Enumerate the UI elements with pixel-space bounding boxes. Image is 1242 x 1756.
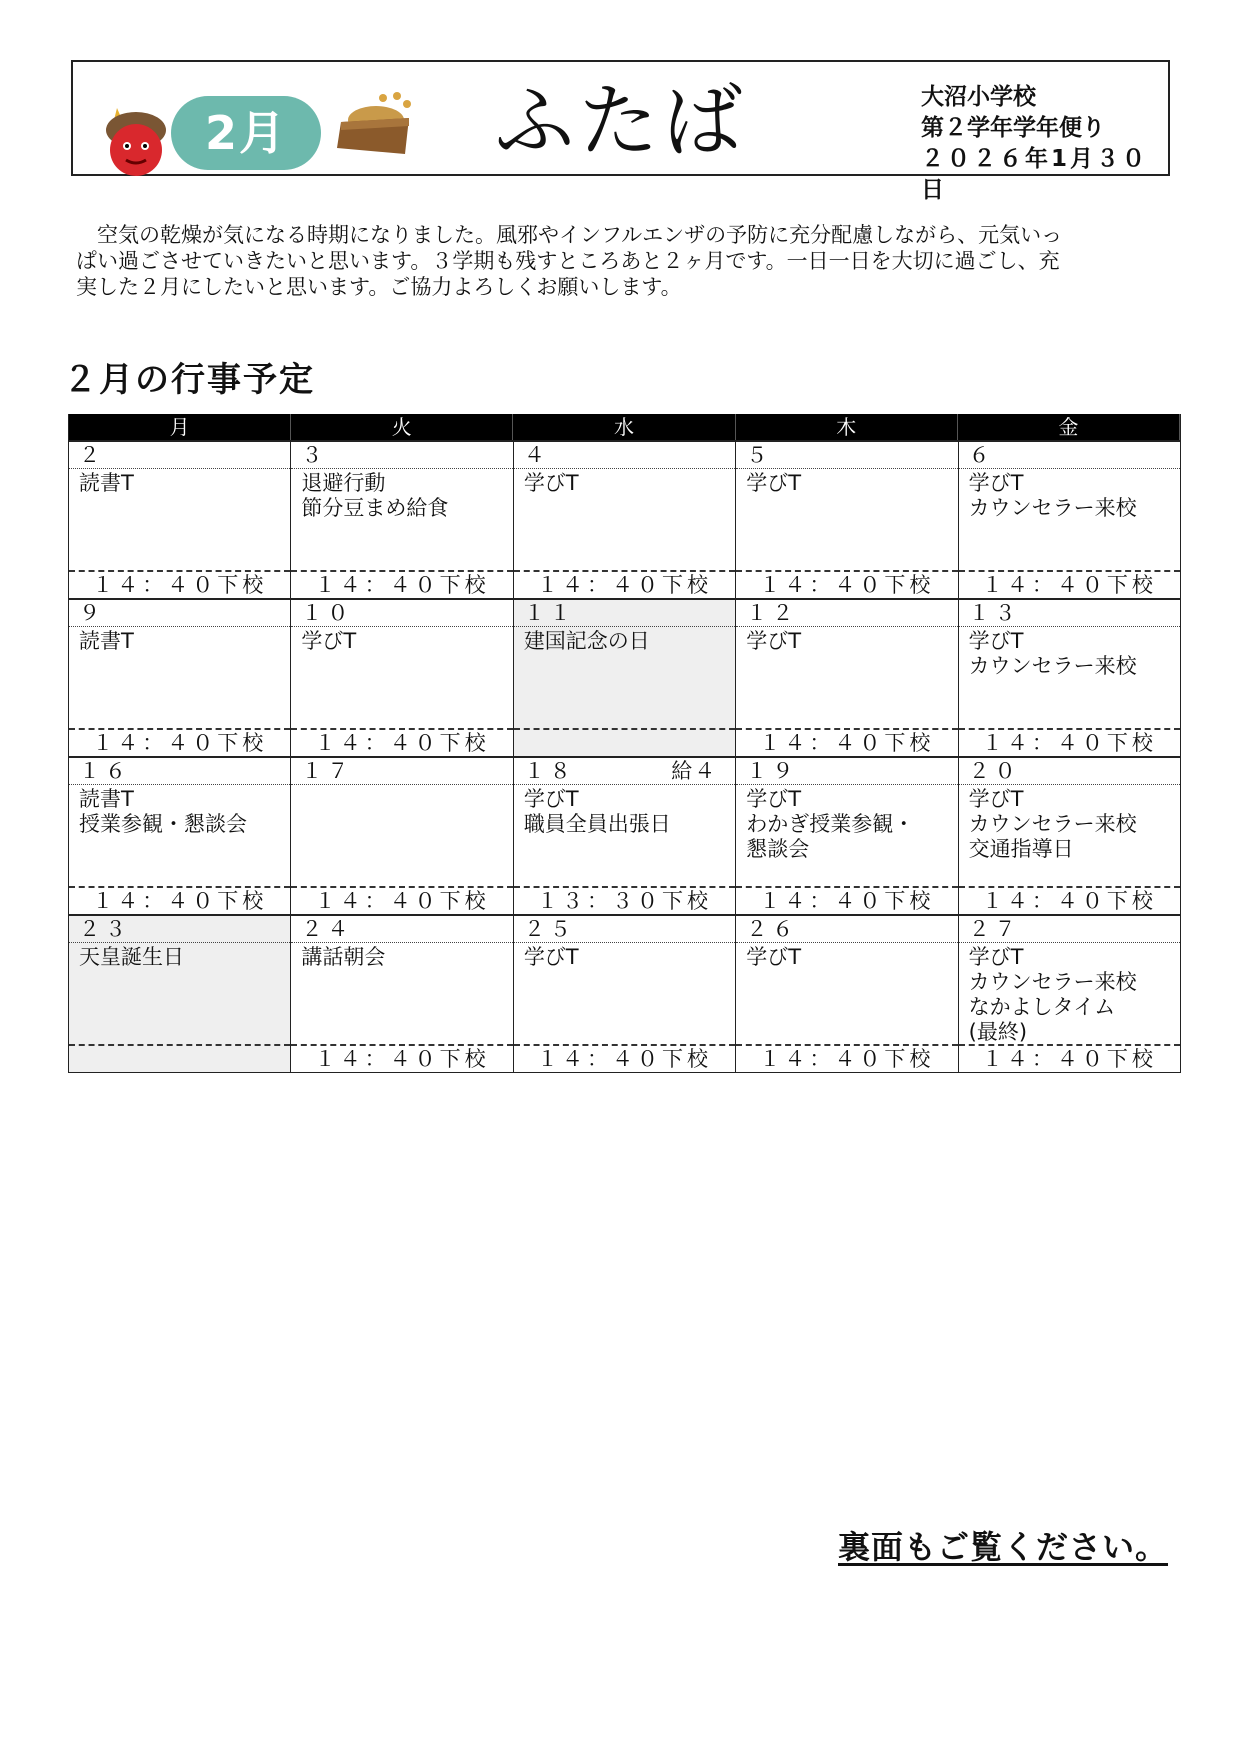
- date-row: [736, 600, 957, 627]
- event-item: 職員全員出張日: [523, 812, 671, 836]
- weekday-label: 火: [291, 414, 513, 440]
- event-item: 退避行動: [301, 471, 386, 495]
- issue-date: ２０２６年1月３０日: [921, 146, 1149, 203]
- intro-paragraph: [76, 222, 1166, 300]
- event-item: 読書T: [79, 787, 134, 811]
- date-number: ２５: [523, 917, 576, 941]
- event-item: 読書T: [79, 471, 134, 495]
- back-page-note: 裏面もご覧ください。: [838, 1528, 1169, 1566]
- schedule-calendar: [68, 414, 1181, 1073]
- dismissal-time: １４：４０下校: [291, 728, 512, 756]
- date-number: ５: [746, 443, 773, 467]
- event-item: カウンセラー来校: [968, 970, 1137, 994]
- weekday-label: 水: [513, 414, 735, 440]
- event-item: 学びT: [968, 787, 1024, 811]
- date-number: ３: [301, 443, 328, 467]
- event-list: [959, 943, 1180, 1044]
- day-cell: [69, 916, 291, 1072]
- date-number: １６: [79, 759, 131, 783]
- week-row: [69, 914, 1180, 1072]
- dismissal-time: １４：４０下校: [959, 1044, 1180, 1072]
- dismissal-time: １４：４０下校: [736, 570, 957, 598]
- intro-line: 空気の乾燥が気になる時期になりました。風邪やインフルエンザの予防に充分配慮しながら、元気いっ: [76, 223, 1063, 247]
- dismissal-time: [514, 728, 735, 756]
- week-row: [69, 756, 1180, 914]
- day-cell: [69, 442, 291, 598]
- event-item: 交通指導日: [968, 837, 1074, 861]
- day-cell: [959, 916, 1180, 1072]
- date-number: ６: [968, 443, 995, 467]
- event-item: 講話朝会: [301, 945, 386, 969]
- day-cell: [959, 758, 1180, 914]
- event-list: [959, 469, 1180, 570]
- event-list: [69, 469, 290, 570]
- day-cell: [514, 916, 736, 1072]
- day-cell: [291, 442, 513, 598]
- date-number: ２６: [746, 917, 799, 941]
- event-item: 授業参観・懇談会: [79, 812, 247, 836]
- date-row: [736, 758, 957, 785]
- dismissal-time: １４：４０下校: [736, 728, 957, 756]
- date-number: １０: [301, 601, 354, 625]
- day-cell: [69, 758, 291, 914]
- event-list: [291, 785, 512, 886]
- event-item: (最終): [968, 1020, 1028, 1044]
- event-item: 節分豆まめ給食: [301, 496, 449, 520]
- newsletter-header: [71, 60, 1170, 203]
- date-row: [736, 442, 957, 469]
- date-number: １２: [746, 601, 799, 625]
- dismissal-time: １４：４０下校: [514, 570, 735, 598]
- date-number: ２７: [968, 917, 1021, 941]
- day-cell: [514, 442, 736, 598]
- date-number: ２０: [968, 759, 1021, 783]
- event-item: 学びT: [968, 945, 1024, 969]
- event-item: わかぎ授業参観・: [746, 812, 915, 836]
- dismissal-time: １４：４０下校: [69, 886, 290, 914]
- event-item: 学びT: [523, 471, 579, 495]
- date-row: [69, 916, 290, 943]
- event-item: 学びT: [523, 945, 579, 969]
- day-cell: [736, 758, 958, 914]
- dismissal-time: １４：４０下校: [736, 886, 957, 914]
- dismissal-time: １４：４０下校: [736, 1044, 957, 1072]
- event-list: [69, 627, 290, 728]
- weekday-label: 月: [69, 414, 291, 440]
- date-row: [69, 600, 290, 627]
- date-row: [959, 442, 1180, 469]
- day-cell: [514, 600, 736, 756]
- date-row: [514, 442, 735, 469]
- week-row: [69, 598, 1180, 756]
- dismissal-time: １４：４０下校: [69, 570, 290, 598]
- date-row: [736, 916, 957, 943]
- event-item: 天皇誕生日: [79, 945, 184, 969]
- schedule-heading: ２月の行事予定: [63, 360, 315, 400]
- dismissal-time: １３：３０下校: [514, 886, 735, 914]
- date-number: １３: [968, 601, 1021, 625]
- dismissal-time: １４：４０下校: [69, 728, 290, 756]
- date-number: ４: [523, 443, 550, 467]
- event-list: [291, 627, 512, 728]
- date-row: [514, 600, 735, 627]
- day-cell: [69, 600, 291, 756]
- dismissal-time: １４：４０下校: [514, 1044, 735, 1072]
- event-item: 懇談会: [746, 837, 810, 861]
- day-cell: [736, 442, 958, 598]
- event-item: 学びT: [746, 945, 802, 969]
- dismissal-time: １４：４０下校: [291, 1044, 512, 1072]
- date-row: [959, 916, 1180, 943]
- dismissal-time: １４：４０下校: [959, 570, 1180, 598]
- date-number: ２３: [79, 917, 131, 941]
- date-row: [514, 758, 735, 785]
- date-row: [291, 600, 512, 627]
- date-number: １１: [523, 601, 576, 625]
- date-number: ２４: [301, 917, 354, 941]
- event-list: [514, 469, 735, 570]
- day-cell: [291, 758, 513, 914]
- event-item: 学びT: [301, 629, 357, 653]
- date-number: １８: [523, 759, 576, 783]
- event-list: [514, 943, 735, 1044]
- newsletter-name: 第２学年学年便り: [921, 115, 1105, 141]
- date-number: １９: [746, 759, 799, 783]
- event-item: カウンセラー来校: [968, 654, 1137, 678]
- event-item: 学びT: [968, 471, 1024, 495]
- date-row: [291, 442, 512, 469]
- event-item: 学びT: [523, 787, 579, 811]
- event-list: [291, 469, 512, 570]
- week-row: [69, 440, 1180, 598]
- event-item: 学びT: [746, 629, 802, 653]
- event-list: [69, 785, 290, 886]
- dismissal-time: [69, 1044, 290, 1072]
- dismissal-time: １４：４０下校: [959, 886, 1180, 914]
- date-number: ９: [79, 601, 105, 625]
- date-row: [959, 600, 1180, 627]
- event-item: なかよしタイム: [968, 995, 1116, 1019]
- event-item: 建国記念の日: [523, 629, 650, 653]
- event-list: [514, 627, 735, 728]
- date-note: 給４: [671, 759, 718, 783]
- event-list: [736, 785, 957, 886]
- month-badge: 2月: [171, 96, 321, 170]
- event-list: [69, 943, 290, 1044]
- dismissal-time: １４：４０下校: [959, 728, 1180, 756]
- date-row: [959, 758, 1180, 785]
- date-number: ２: [79, 443, 105, 467]
- date-row: [69, 442, 290, 469]
- event-list: [959, 785, 1180, 886]
- event-item: カウンセラー来校: [968, 496, 1137, 520]
- event-list: [736, 627, 957, 728]
- school-name: 大沼小学校: [921, 84, 1036, 110]
- event-item: 読書T: [79, 629, 134, 653]
- event-list: [959, 627, 1180, 728]
- event-item: カウンセラー来校: [968, 812, 1137, 836]
- day-cell: [514, 758, 736, 914]
- day-cell: [291, 916, 513, 1072]
- date-row: [291, 758, 512, 785]
- event-item: 学びT: [746, 787, 802, 811]
- dismissal-time: １４：４０下校: [291, 570, 512, 598]
- event-list: [736, 943, 957, 1044]
- newsletter-title: ふたば: [494, 75, 747, 168]
- weekday-header-row: [69, 414, 1180, 440]
- date-row: [69, 758, 290, 785]
- weekday-label: 木: [736, 414, 958, 440]
- intro-line: ぱい過ごさせていきたいと思います。３学期も残すところあと２ヶ月です。一日一日を大切に過ごし、充: [76, 249, 1060, 273]
- newsletter-info: [921, 82, 1168, 206]
- date-number: １７: [301, 759, 354, 783]
- event-item: 学びT: [746, 471, 802, 495]
- event-list: [736, 469, 957, 570]
- day-cell: [959, 600, 1180, 756]
- weekday-label: 金: [958, 414, 1180, 440]
- event-list: [291, 943, 512, 1044]
- day-cell: [291, 600, 513, 756]
- date-row: [291, 916, 512, 943]
- day-cell: [736, 600, 958, 756]
- event-list: [514, 785, 735, 886]
- event-item: 学びT: [968, 629, 1024, 653]
- day-cell: [736, 916, 958, 1072]
- date-row: [514, 916, 735, 943]
- day-cell: [959, 442, 1180, 598]
- dismissal-time: １４：４０下校: [291, 886, 512, 914]
- intro-line: 実した２月にしたいと思います。ご協力よろしくお願いします。: [76, 275, 682, 299]
